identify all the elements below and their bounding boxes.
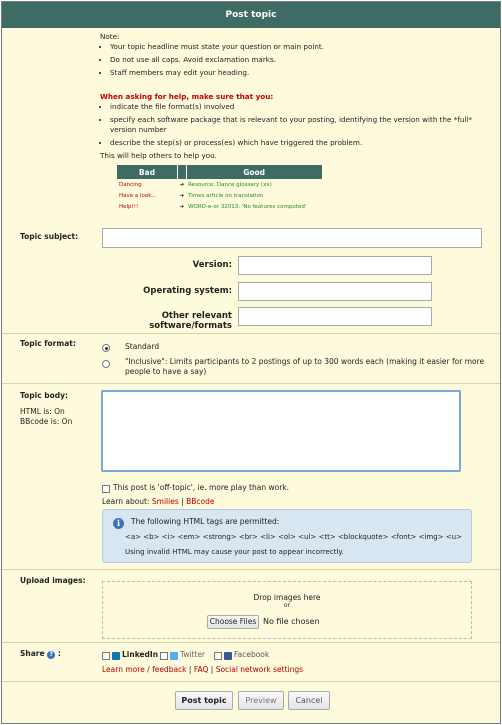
learn-about bbox=[102, 497, 214, 507]
off-topic-label: This post is 'off-topic', ie. more play than work. bbox=[113, 483, 290, 492]
learn-about-prefix: Learn about: bbox=[102, 497, 150, 506]
twitter-checkbox[interactable] bbox=[160, 652, 168, 660]
format-label: Topic format: bbox=[20, 339, 76, 348]
html-tags-list: <a> <b> <i> <em> <strong> <br> <li> <ol> <ul> <tt> <blockquote> <font> <img> <u> bbox=[125, 533, 462, 541]
good-example: Times article on translation bbox=[188, 192, 264, 199]
bad-example: Have a look... bbox=[119, 192, 157, 199]
help-item: • describe the step(s) or process(es) which have triggered the problem. bbox=[110, 138, 495, 148]
example-row bbox=[117, 179, 322, 190]
example-row bbox=[117, 201, 322, 212]
choose-files-button[interactable]: Choose Files bbox=[207, 615, 259, 629]
info-icon: i bbox=[113, 518, 124, 529]
off-topic-checkbox[interactable] bbox=[102, 485, 110, 493]
version-label: Version: bbox=[192, 260, 232, 270]
actions-section bbox=[2, 681, 500, 724]
bad-example: Dancing bbox=[119, 181, 142, 188]
inclusive-radio[interactable] bbox=[102, 360, 110, 368]
post-topic-form bbox=[1, 1, 501, 724]
arrow-icon: ➔ bbox=[179, 181, 185, 188]
post-topic-button[interactable]: Post topic bbox=[175, 691, 233, 710]
share-label: Share bbox=[20, 649, 45, 658]
drop-text: Drop images here bbox=[253, 593, 321, 602]
good-example: Resource: Dance glossary (xx) bbox=[188, 181, 272, 188]
cancel-button[interactable]: Cancel bbox=[288, 691, 330, 710]
preview-button[interactable]: Preview bbox=[238, 691, 284, 710]
help-item: • indicate the file format(s) involved bbox=[110, 102, 495, 112]
help-item: • specify each software package that is relevant to your posting, identifying the version with the *full* version number bbox=[110, 115, 495, 135]
facebook-checkbox[interactable] bbox=[214, 652, 222, 660]
help-footer: This will help others to help you. bbox=[100, 151, 217, 160]
good-example: WORD-e-or 32013: 'No features computed' bbox=[188, 203, 307, 210]
linkedin-icon bbox=[112, 652, 120, 660]
posting-guidelines bbox=[100, 32, 495, 161]
standard-radio[interactable] bbox=[102, 344, 110, 352]
note-item: • Do not use all caps. Avoid exclamation marks. bbox=[110, 55, 495, 65]
examples-table bbox=[117, 165, 322, 212]
twitter-icon bbox=[170, 652, 178, 660]
learn-more-link[interactable]: Learn more / feedback bbox=[102, 665, 187, 674]
html-info-box bbox=[102, 509, 472, 563]
os-input[interactable] bbox=[238, 282, 432, 301]
standard-label: Standard bbox=[125, 342, 160, 351]
bad-example: Help!!! bbox=[119, 203, 139, 210]
form-title: Post topic bbox=[2, 2, 500, 28]
format-section bbox=[2, 333, 500, 382]
version-input[interactable] bbox=[238, 256, 432, 275]
html-warning: Using invalid HTML may cause your post to appear incorrectly. bbox=[125, 548, 344, 556]
linkedin-checkbox[interactable] bbox=[102, 652, 110, 660]
arrow-icon: ➔ bbox=[179, 203, 185, 210]
link-separator: | bbox=[181, 497, 184, 506]
subject-input[interactable] bbox=[102, 228, 482, 248]
share-section bbox=[2, 642, 500, 681]
facebook-label: Facebook bbox=[234, 650, 270, 659]
note-item: • Staff members may edit your heading. bbox=[110, 68, 495, 78]
linkedin-label: LinkedIn bbox=[122, 650, 159, 659]
link-separator: | bbox=[210, 665, 214, 674]
body-textarea[interactable] bbox=[101, 390, 461, 472]
body-label: Topic body: bbox=[20, 391, 69, 400]
link-separator: | bbox=[188, 665, 192, 674]
facebook-icon bbox=[224, 652, 232, 660]
bbcode-link[interactable]: BBcode bbox=[186, 497, 215, 506]
arrow-icon: ➔ bbox=[179, 192, 185, 199]
help-heading: When asking for help, make sure that you: bbox=[100, 92, 274, 101]
html-info-heading: The following HTML tags are permitted: bbox=[131, 517, 280, 526]
os-label: Operating system: bbox=[143, 286, 232, 296]
help-icon[interactable]: ? bbox=[47, 651, 55, 659]
notes-list bbox=[100, 42, 495, 78]
bad-header: Bad bbox=[117, 165, 178, 179]
help-list bbox=[100, 102, 495, 148]
share-colon: : bbox=[57, 649, 61, 658]
upload-label: Upload images: bbox=[20, 576, 86, 585]
image-drop-zone[interactable] bbox=[102, 581, 472, 639]
html-status: HTML is: On bbox=[20, 407, 65, 416]
other-software-input[interactable] bbox=[238, 307, 432, 326]
example-row bbox=[117, 190, 322, 201]
file-status: No file chosen bbox=[263, 617, 320, 626]
notes-heading: Note: bbox=[100, 32, 120, 41]
subject-label: Topic subject: bbox=[20, 232, 79, 241]
share-label-group bbox=[20, 649, 61, 659]
share-links bbox=[102, 665, 303, 675]
bbcode-status: BBcode is: On bbox=[20, 417, 73, 426]
faq-link[interactable]: FAQ bbox=[193, 665, 209, 674]
or-text: or bbox=[283, 602, 291, 609]
note-item: • Your topic headline must state your question or main point. bbox=[110, 42, 495, 52]
inclusive-label: "Inclusive": Limits participants to 2 postings of up to 300 words each (making it easier for more people to have a say) bbox=[125, 357, 485, 376]
twitter-label: Twitter bbox=[180, 650, 206, 659]
social-settings-link[interactable]: Social network settings bbox=[215, 665, 304, 674]
other-software-label: Other relevant software/formats bbox=[149, 311, 232, 331]
good-header: Good bbox=[186, 165, 322, 179]
smilies-link[interactable]: Smilies bbox=[151, 497, 179, 506]
